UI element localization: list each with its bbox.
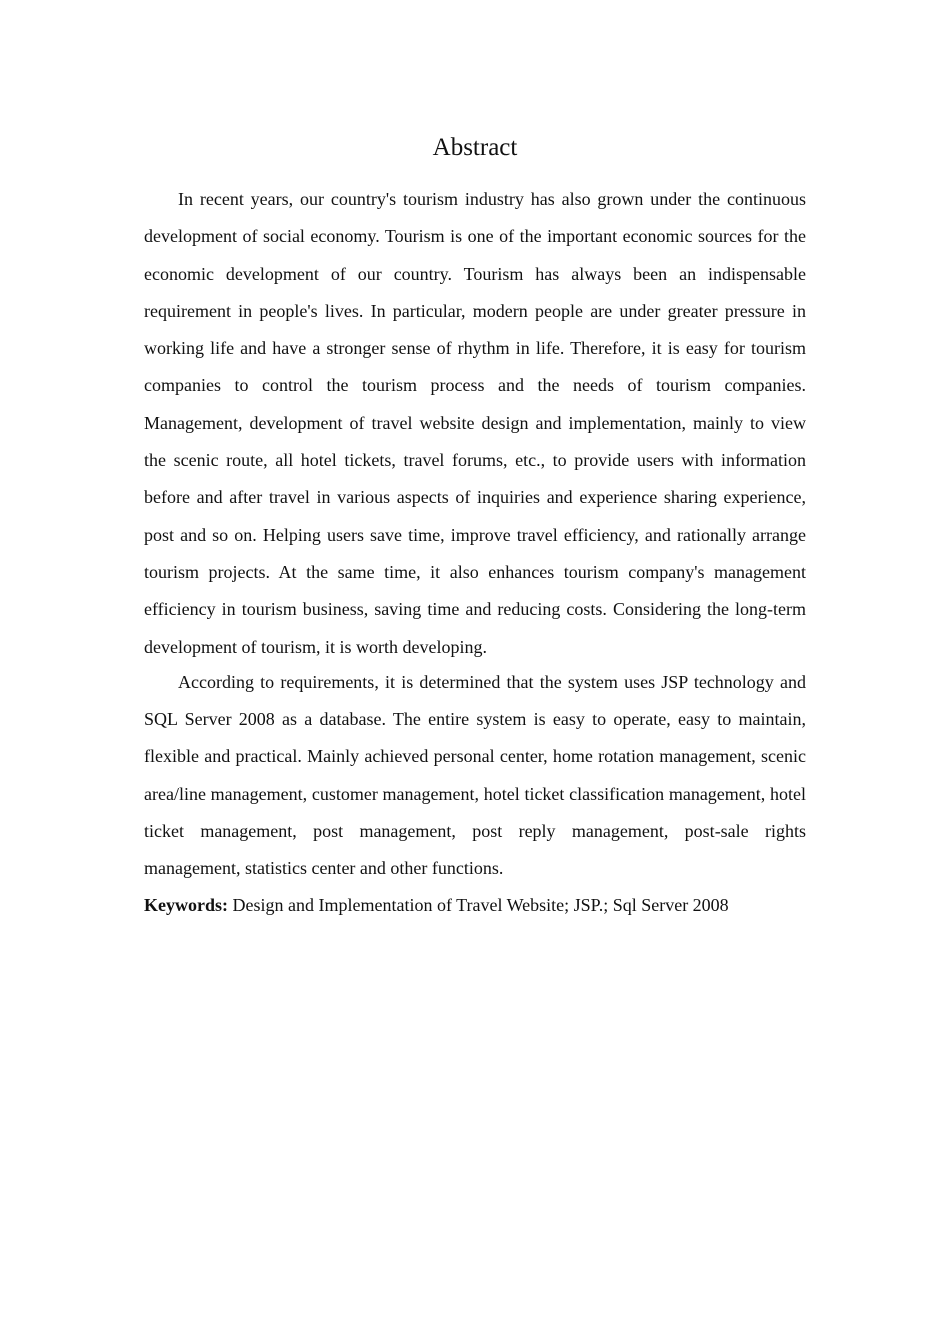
keywords-label: Keywords: [144,894,228,915]
page-title: Abstract [432,134,518,161]
abstract-paragraph-2: According to requirements, it is determined that the system uses JSP technology and SQL Server 2008 as a database. The entire system is easy to operate, easy to maintain, flexible and practical. Mainly achieved personal center, home rotation management, scenic area/line management, customer management, hotel ticket classification management, hotel ticket management, post management, post reply management, post-sale rights management, statistics center and other functions. [144,671,806,879]
keywords-line [144,887,806,924]
keywords-text: Design and Implementation of Travel Website; JSP.; Sql Server 2008 [228,894,729,915]
abstract-paragraph-1: In recent years, our country's tourism industry has also grown under the continuous development of social economy. Tourism is one of the important economic sources for the economic development of our country. Tourism has always been an indispensable requirement in people's lives. In particular, modern people are under greater pressure in working life and have a stronger sense of rhythm in life. Therefore, it is easy for tourism companies to control the tourism process and the needs of tourism companies. Management, development of travel website design and implementation, mainly to view the scenic route, all hotel tickets, travel forums, etc., to provide users with information before and after travel in various aspects of inquiries and experience sharing experience, post and so on. Helping users save time, improve travel efficiency, and rationally arrange tourism projects. At the same time, it also enhances tourism company's management efficiency in tourism business, saving time and reducing costs. Considering the long-term development of tourism, it is worth developing. [144,189,806,657]
abstract-section [144,128,806,924]
